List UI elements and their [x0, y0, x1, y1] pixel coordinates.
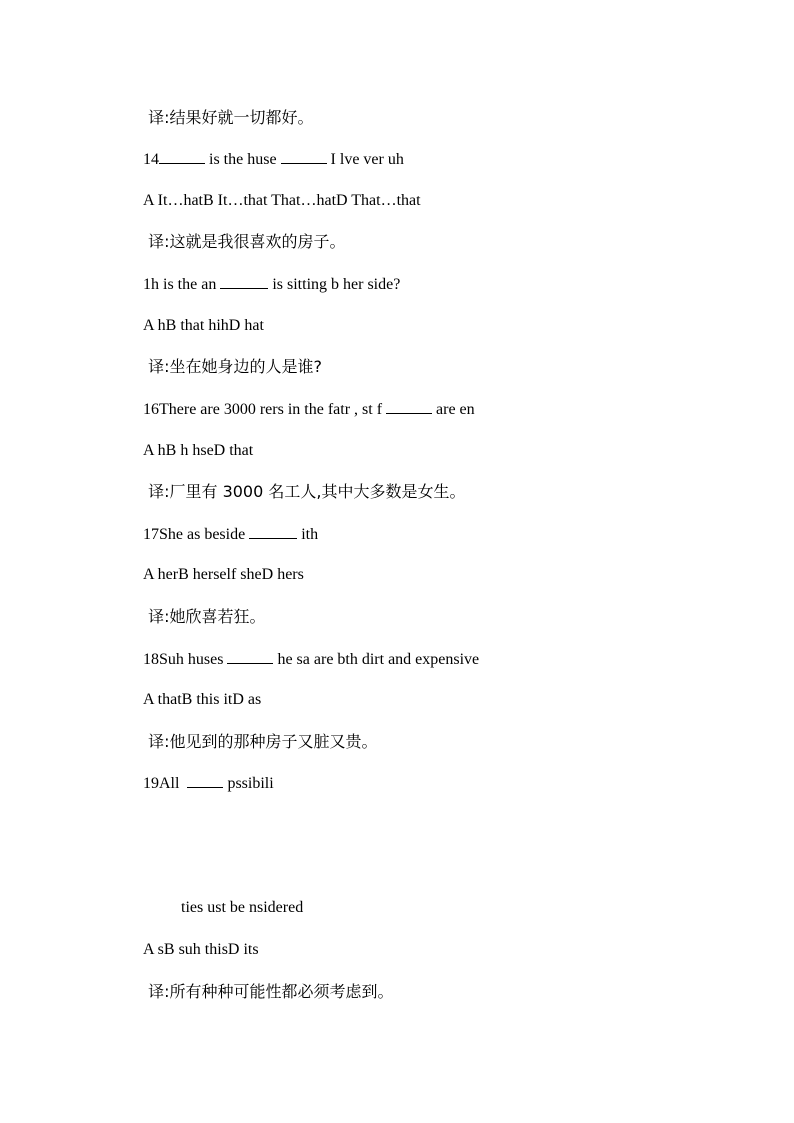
options-line: A hB that hihD hat: [143, 317, 264, 334]
question-text: 17She as beside: [143, 526, 250, 543]
question-text: pssibili: [223, 775, 274, 792]
answer-blank: [227, 649, 273, 664]
question-text: 19All: [143, 775, 188, 792]
question-text: I lve ver uh: [326, 151, 404, 168]
translation-line: 译:结果好就一切都好。: [143, 108, 314, 127]
question-15: [143, 274, 400, 295]
answer-blank: [159, 149, 205, 164]
question-18: [143, 649, 479, 670]
question-19: [143, 773, 274, 794]
answer-blank: [220, 274, 268, 289]
translation-line: 译:厂里有 3000 名工人,其中大多数是女生。: [143, 482, 466, 501]
options-line: A thatB this itD as: [143, 691, 262, 708]
translation-line: 译:坐在她身边的人是谁?: [143, 357, 322, 376]
question-text: 18Suh huses: [143, 651, 228, 668]
translation-line: 译:他见到的那种房子又脏又贵。: [143, 732, 378, 751]
question-text: ith: [297, 526, 319, 543]
question-text: is sitting b her side?: [268, 276, 401, 293]
question-17: [143, 524, 318, 545]
translation-line: 译:这就是我很喜欢的房子。: [143, 232, 346, 251]
question-text: 14: [143, 151, 159, 168]
answer-blank: [386, 399, 432, 414]
translation-line: 译:所有种种可能性都必须考虑到。: [143, 982, 394, 1001]
continuation-line: ties ust be nsidered: [181, 899, 304, 916]
question-14: [143, 149, 404, 170]
question-text: are en: [432, 401, 475, 418]
question-text: 1h is the an: [143, 276, 221, 293]
question-text: 16There are 3000 rers in the fatr , st f: [143, 401, 387, 418]
options-line: A sB suh thisD its: [143, 941, 259, 958]
options-line: A hB h hseD that: [143, 442, 254, 459]
answer-blank: [187, 773, 223, 788]
answer-blank: [281, 149, 327, 164]
options-line: A It…hatB It…that That…hatD That…that: [143, 192, 421, 209]
question-text: is the huse: [205, 151, 281, 168]
options-line: A herB herself sheD hers: [143, 566, 304, 583]
question-16: [143, 399, 475, 420]
question-text: he sa are bth dirt and expensive: [273, 651, 480, 668]
translation-line: 译:她欣喜若狂。: [143, 607, 266, 626]
answer-blank: [249, 524, 297, 539]
